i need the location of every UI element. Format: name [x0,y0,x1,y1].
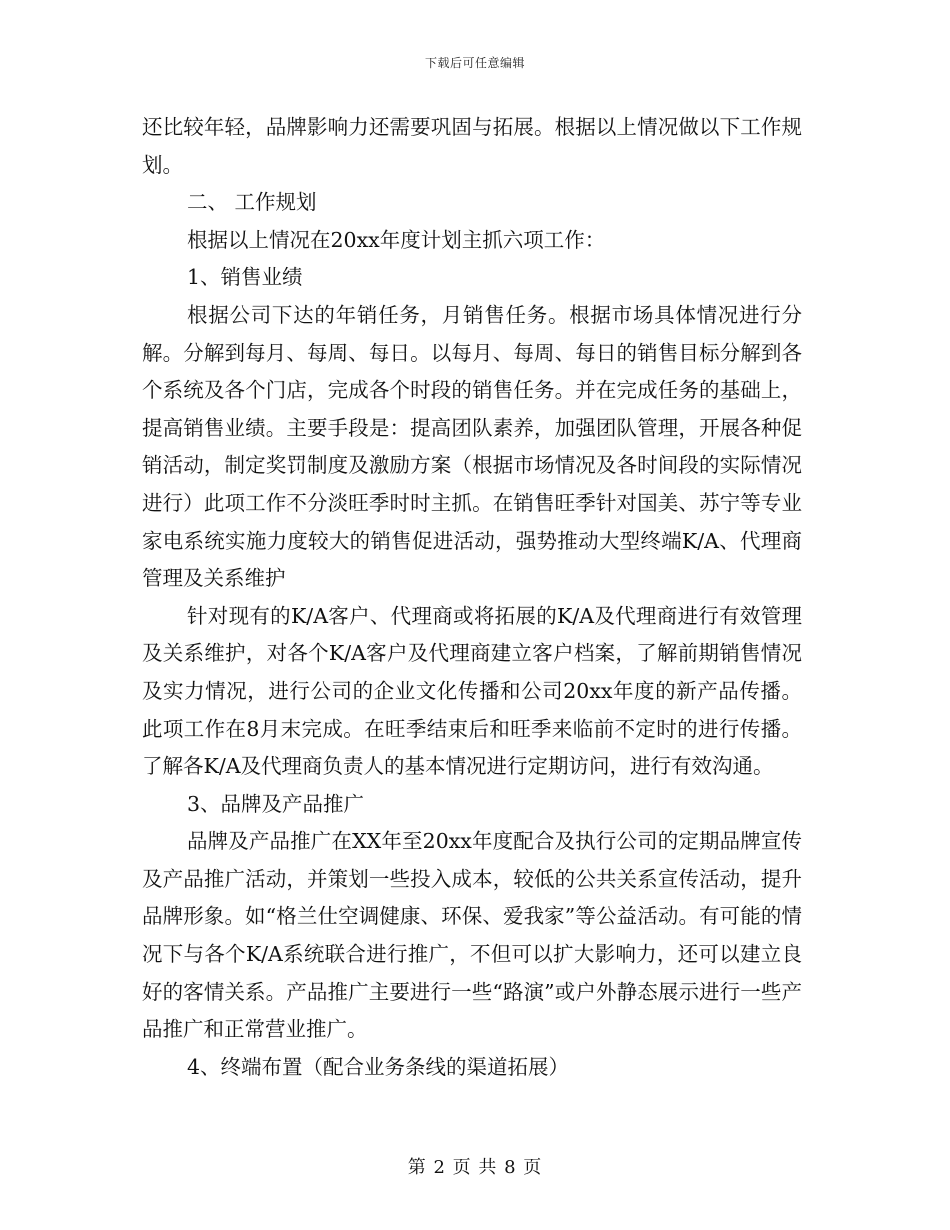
paragraph-brand-promotion: 品牌及产品推广在XX年至20xx年度配合及执行公司的定期品牌宣传及产品推广活动，并策划一些投入成本，较低的公共关系宣传活动，提升品牌形象。如“格兰仕空调健康、环保、爱我家”等公益活动。有可能的情况下与各个K/A系统联合进行推广，不但可以扩大影响力，还可以建立良好的客情关系。产品推广主要进行一些“路演”或户外静态展示进行一些产品推广和正常营业推广。 [142,829,802,1042]
paragraph-sales-performance: 根据公司下达的年销任务，月销售任务。根据市场具体情况进行分解。分解到每月、每周、每日。以每月、每周、每日的销售目标分解到各个系统及各个门店，完成各个时段的销售任务。并在完成任务的基础上，提高销售业绩。主要手段是：提高团队素养，加强团队管理，开展各种促销活动，制定奖罚制度及激励方案（根据市场情况及各时间段的实际情况进行）此项工作不分淡旺季时时主抓。在销售旺季针对国美、苏宁等专业家电系统实施力度较大的销售促进活动，强势推动大型终端K/A、代理商管理及关系维护 [142,302,802,591]
subheading-brand-promotion: 3、品牌及产品推广 [187,791,365,816]
paragraph-intro: 还比较年轻，品牌影响力还需要巩固与拓展。根据以上情况做以下工作规划。 [142,115,802,177]
section-heading-work-plan: 二、 工作规划 [187,190,317,215]
page-number-footer: 第 2 页 共 8 页 [407,1157,543,1178]
subheading-sales-performance: 1、销售业绩 [187,265,303,290]
subheading-terminal-layout: 4、终端布置（配合业务条线的渠道拓展） [187,1054,570,1079]
paragraph-plan-summary: 根据以上情况在20xx年度计划主抓六项工作： [187,227,606,252]
paragraph-ka-management: 针对现有的K/A客户、代理商或将拓展的K/A及代理商进行有效管理及关系维护，对各个K/A客户及代理商建立客户档案，了解前期销售情况及实力情况，进行公司的企业文化传播和公司20xx年度的新产品传播。此项工作在8月末完成。在旺季结束后和旺季来临前不定时的进行传播。了解各K/A及代理商负责人的基本情况进行定期访问，进行有效沟通。 [142,603,802,779]
page-header-note: 下载后可任意编辑 [424,56,525,70]
document-body [142,109,802,1086]
